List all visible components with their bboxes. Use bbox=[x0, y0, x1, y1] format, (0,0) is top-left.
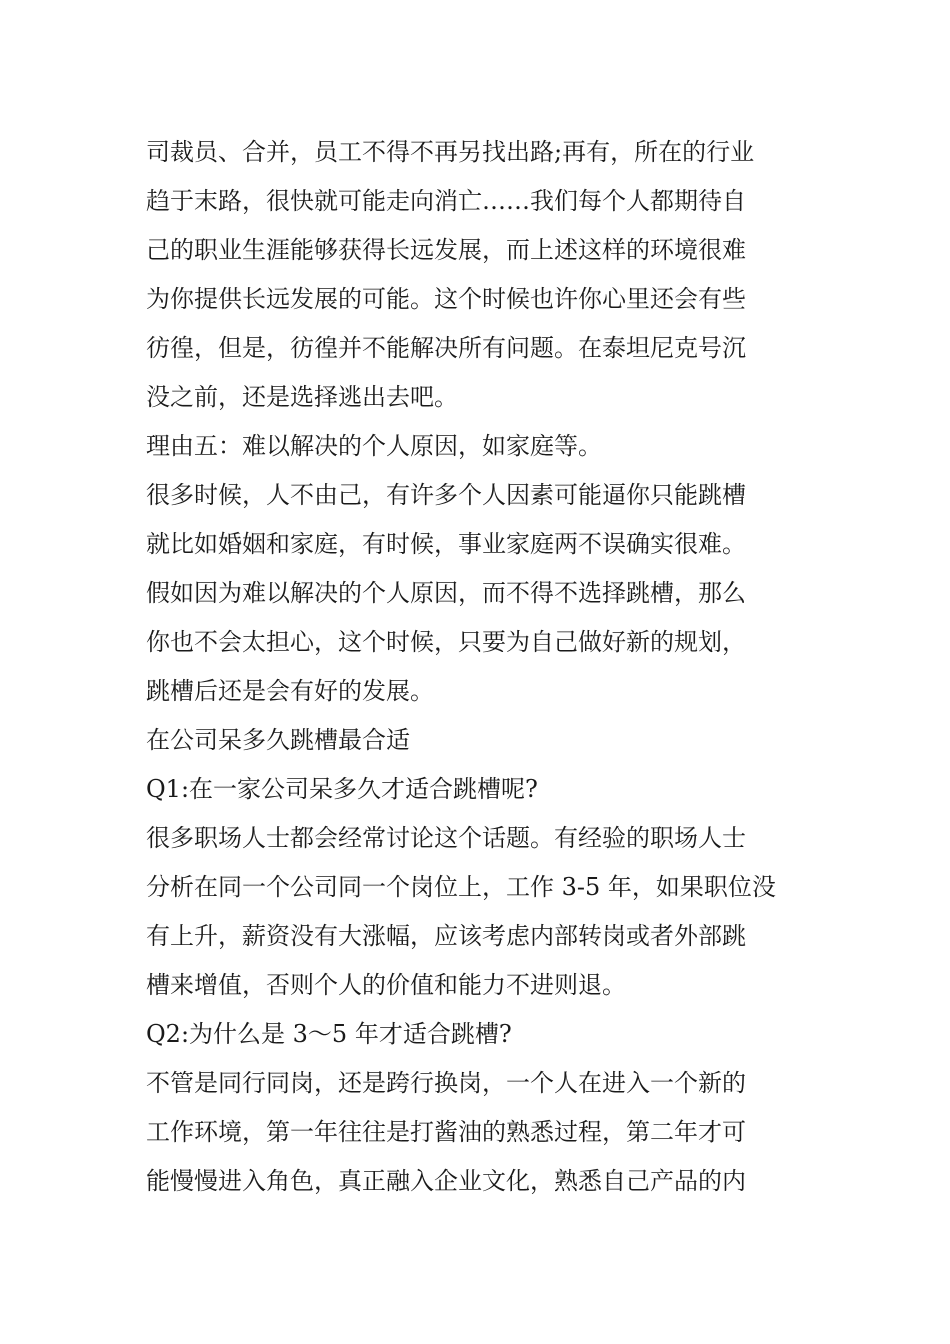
text-line: 就比如婚姻和家庭，有时候，事业家庭两不误确实很难。 bbox=[146, 530, 746, 558]
text-line: 司裁员、合并，员工不得不再另找出路;再有，所在的行业 bbox=[146, 138, 755, 166]
section-heading-reason-five: 理由五：难以解决的个人原因，如家庭等。 bbox=[146, 432, 602, 460]
text-line: 有上升，薪资没有大涨幅，应该考虑内部转岗或者外部跳 bbox=[146, 922, 746, 950]
text-line: 工作环境，第一年往往是打酱油的熟悉过程，第二年才可 bbox=[146, 1118, 746, 1146]
text-line: 很多职场人士都会经常讨论这个话题。有经验的职场人士 bbox=[146, 824, 746, 852]
text-line: 跳槽后还是会有好的发展。 bbox=[146, 677, 434, 705]
text-line: 你也不会太担心，这个时候，只要为自己做好新的规划， bbox=[146, 628, 746, 656]
question-q2: Q2:为什么是 3～5 年才适合跳槽? bbox=[146, 1020, 512, 1048]
text-line: 彷徨，但是，彷徨并不能解决所有问题。在泰坦尼克号沉 bbox=[146, 334, 746, 362]
question-q1: Q1:在一家公司呆多久才适合跳槽呢? bbox=[146, 775, 538, 803]
text-line: 能慢慢进入角色，真正融入企业文化，熟悉自己产品的内 bbox=[146, 1167, 746, 1195]
text-line: 分析在同一个公司同一个岗位上，工作 3-5 年，如果职位没 bbox=[146, 873, 776, 901]
document-body bbox=[146, 128, 812, 1206]
text-line: 己的职业生涯能够获得长远发展，而上述这样的环境很难 bbox=[146, 236, 746, 264]
text-line: 不管是同行同岗，还是跨行换岗，一个人在进入一个新的 bbox=[146, 1069, 746, 1097]
text-line: 为你提供长远发展的可能。这个时候也许你心里还会有些 bbox=[146, 285, 746, 313]
text-line: 趋于末路，很快就可能走向消亡……我们每个人都期待自 bbox=[146, 187, 746, 215]
text-line: 很多时候，人不由己，有许多个人因素可能逼你只能跳槽 bbox=[146, 481, 746, 509]
text-line: 没之前，还是选择逃出去吧。 bbox=[146, 383, 458, 411]
text-line: 槽来增值，否则个人的价值和能力不进则退。 bbox=[146, 971, 626, 999]
section-heading-how-long: 在公司呆多久跳槽最合适 bbox=[146, 726, 410, 754]
text-line: 假如因为难以解决的个人原因，而不得不选择跳槽，那么 bbox=[146, 579, 746, 607]
